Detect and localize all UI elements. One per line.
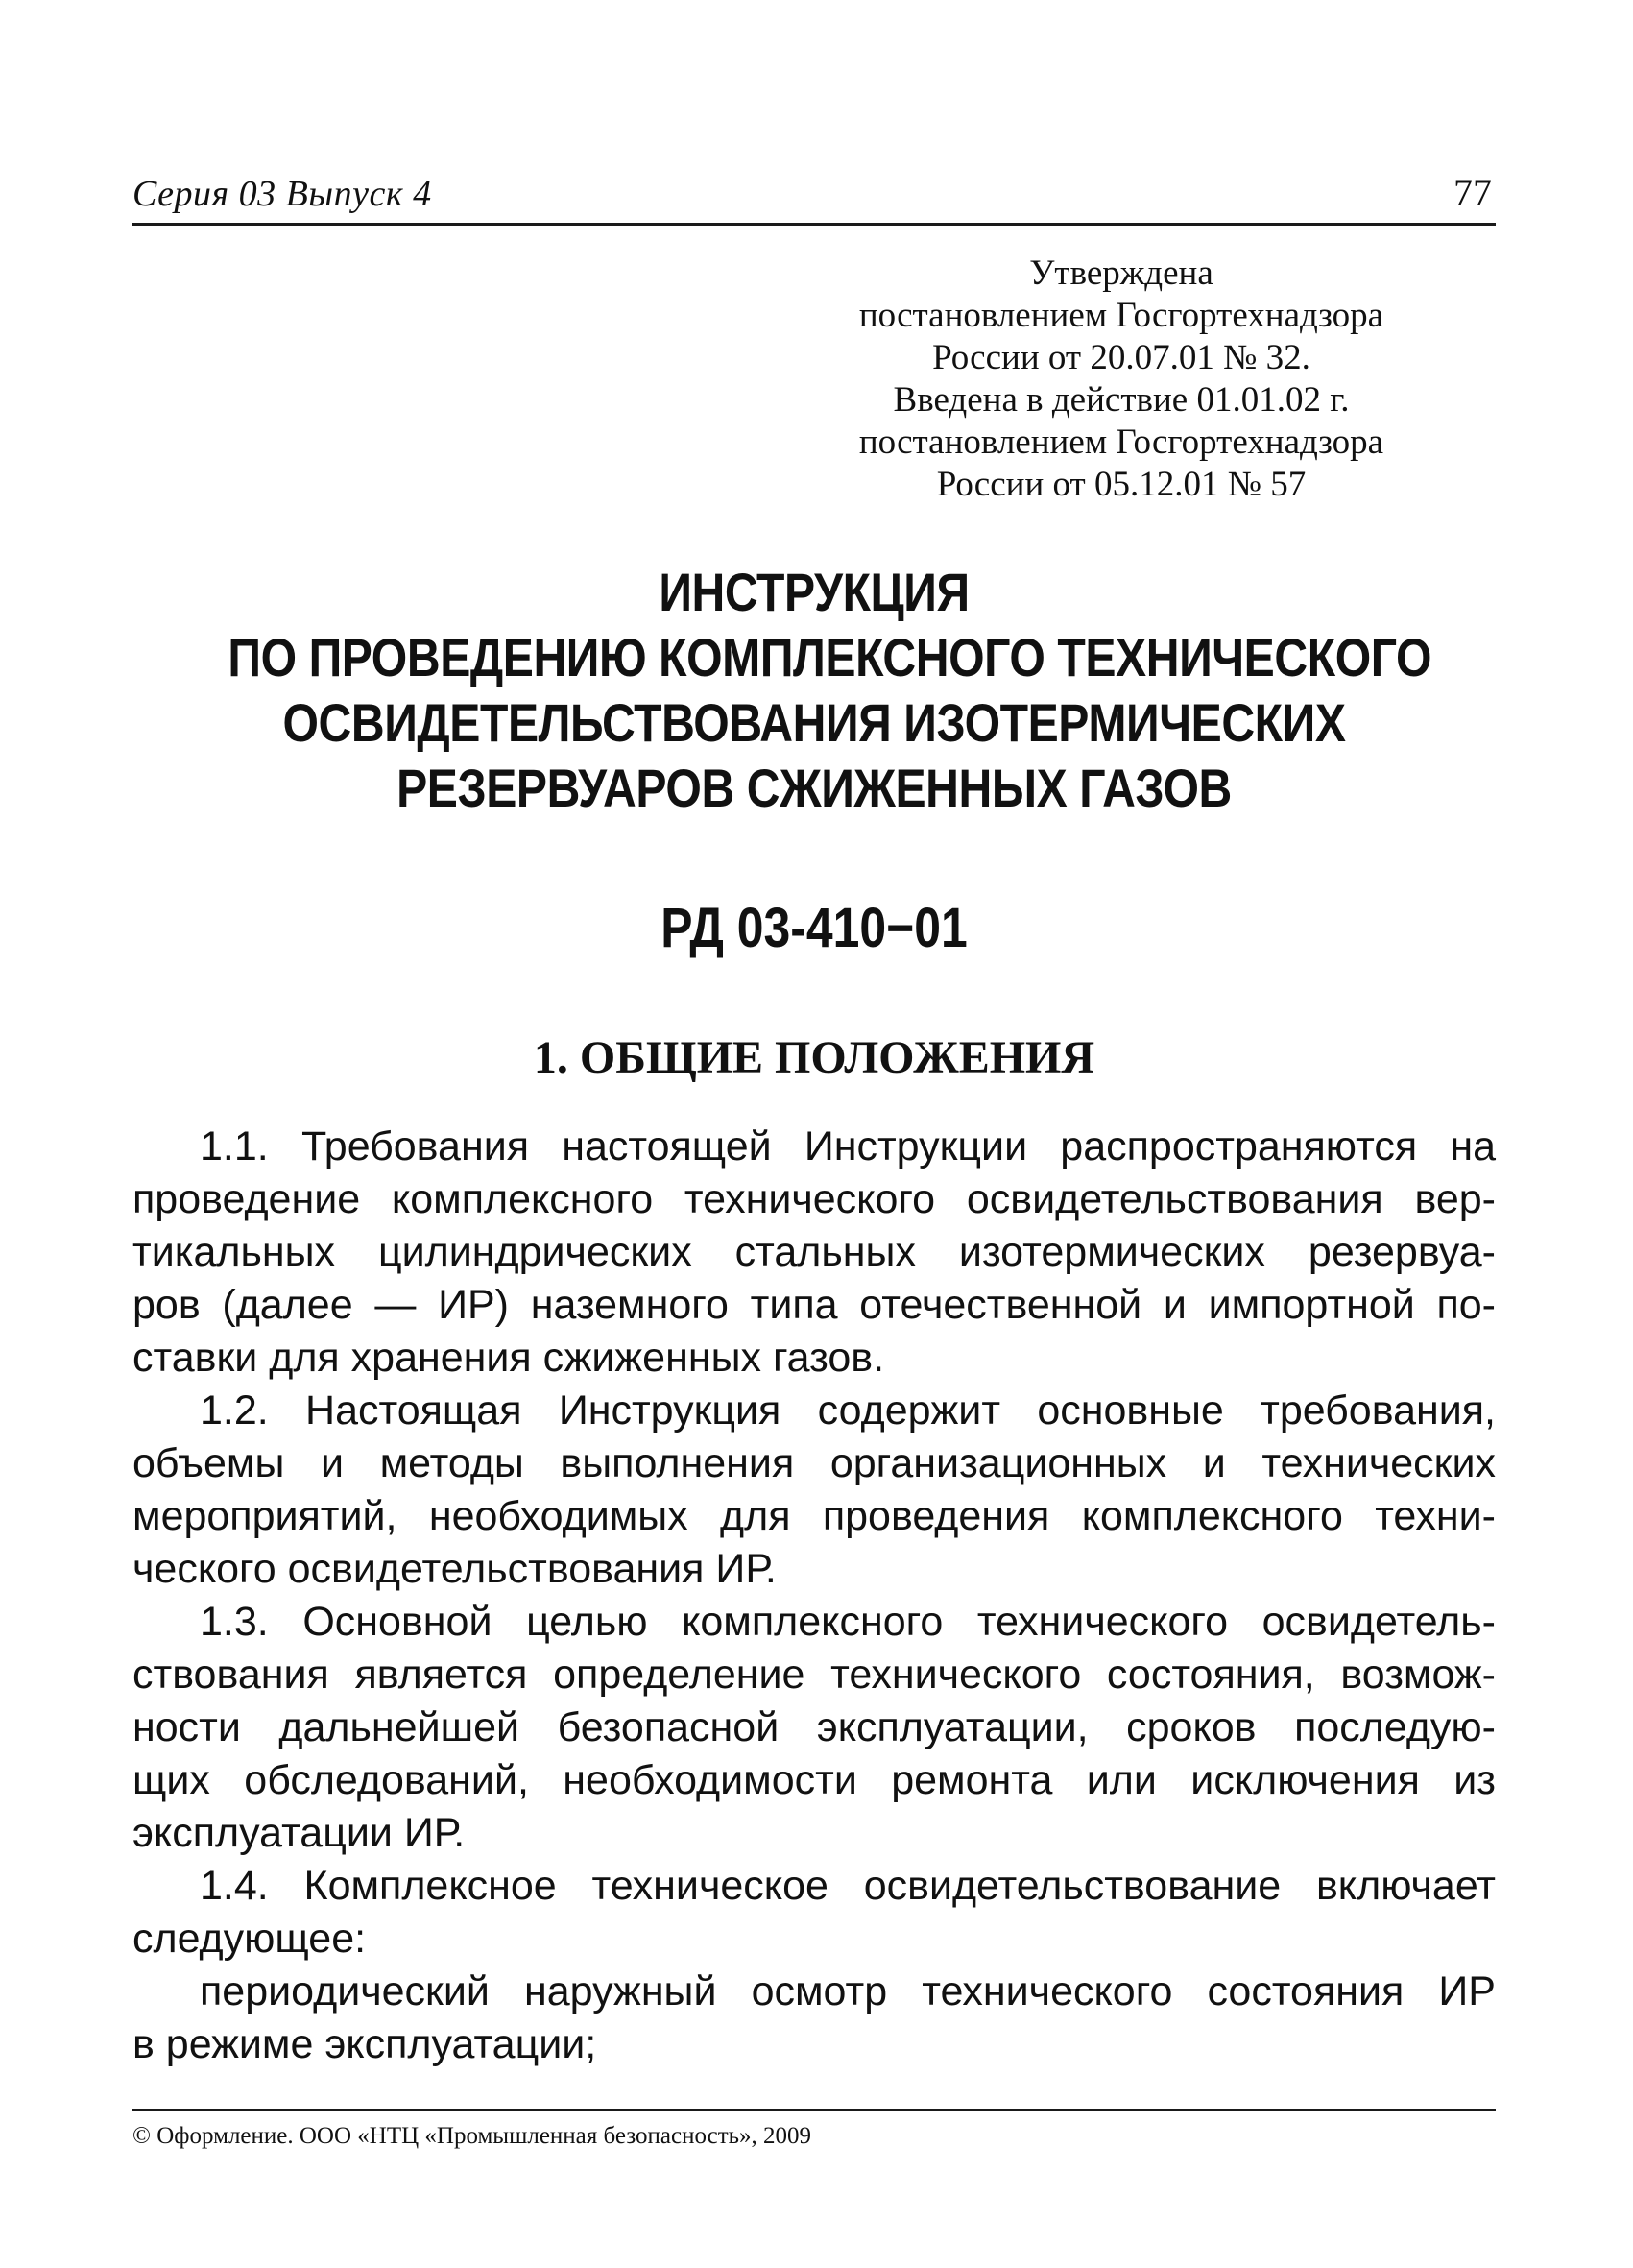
section-heading: 1. ОБЩИЕ ПОЛОЖЕНИЯ — [533, 1032, 1095, 1083]
document-code: РД 03-410−01 — [660, 897, 968, 959]
text-line: ности дальнейшей безопасной эксплуатации, сроков последую- — [132, 1704, 1496, 1750]
approval-line: постановлением Госгортехнадзора — [858, 296, 1384, 335]
paragraph-1-1 — [132, 1121, 1496, 1385]
paragraph-1-2 — [132, 1385, 1496, 1596]
text-line: ров (далее — ИР) наземного типа отечественной и импортной по- — [132, 1282, 1496, 1328]
text-line: периодический наружный осмотр технического состояния ИР — [200, 1968, 1496, 2015]
text-line: тикальных цилиндрических стальных изотермических резервуа- — [132, 1229, 1496, 1275]
title-line: ИНСТРУКЦИЯ — [659, 562, 970, 622]
approval-line: Утверждена — [1029, 253, 1213, 293]
text-line: щих обследований, необходимости ремонта или исключения из — [132, 1757, 1496, 1803]
text-line: ставки для хранения сжиженных газов. — [132, 1335, 885, 1381]
copyright-footer — [132, 2109, 1496, 2152]
text-line: эксплуатации ИР. — [132, 1810, 466, 1856]
series-issue-label: Серия 03 Выпуск 4 — [132, 174, 432, 214]
text-line: ческого освидетельствования ИР. — [132, 1546, 777, 1592]
text-line: 1.4. Комплексное техническое освидетельствование включает — [200, 1863, 1496, 1909]
approval-block — [747, 253, 1496, 506]
text-line: ствования является определение технического состояния, возмож- — [132, 1652, 1496, 1698]
approval-line: постановлением Госгортехнадзора — [858, 422, 1384, 462]
page-number: 77 — [1453, 171, 1492, 214]
paragraph-1-4 — [132, 1860, 1496, 1966]
list-item-periodic-inspection — [132, 1966, 1496, 2071]
text-line: 1.3. Основной целью комплексного технического освидетель- — [200, 1599, 1496, 1645]
text-line: следующее: — [132, 1916, 367, 1962]
title-line: РЕЗЕРВУАРОВ СЖИЖЕННЫХ ГАЗОВ — [396, 758, 1232, 818]
approval-line: России от 05.12.01 № 57 — [936, 465, 1307, 504]
text-line: объемы и методы выполнения организационных и технических — [132, 1440, 1496, 1486]
title-line: ОСВИДЕТЕЛЬСТВОВАНИЯ ИЗОТЕРМИЧЕСКИХ — [282, 692, 1346, 753]
copyright-text: © Оформление. ООО «НТЦ «Промышленная безопасность», 2009 — [132, 2123, 812, 2149]
title-line: ПО ПРОВЕДЕНИЮ КОМПЛЕКСНОГО ТЕХНИЧЕСКОГО — [228, 627, 1431, 688]
approval-line: России от 20.07.01 № 32. — [932, 338, 1310, 377]
approval-line: Введена в действие 01.01.02 г. — [893, 380, 1350, 420]
text-line: 1.2. Настоящая Инструкция содержит основные требования, — [200, 1387, 1496, 1434]
text-line: мероприятий, необходимых для проведения комплексного техни- — [132, 1493, 1496, 1539]
running-header — [132, 163, 1496, 226]
document-page — [132, 163, 1496, 2160]
text-line: в режиме эксплуатации; — [132, 2021, 597, 2067]
document-title — [228, 560, 1431, 821]
section-body — [132, 1121, 1496, 2071]
text-line: проведение комплексного технического освидетельствования вер- — [132, 1176, 1496, 1222]
paragraph-1-3 — [132, 1596, 1496, 1860]
text-line: 1.1. Требования настоящей Инструкции распространяются на — [200, 1123, 1496, 1170]
